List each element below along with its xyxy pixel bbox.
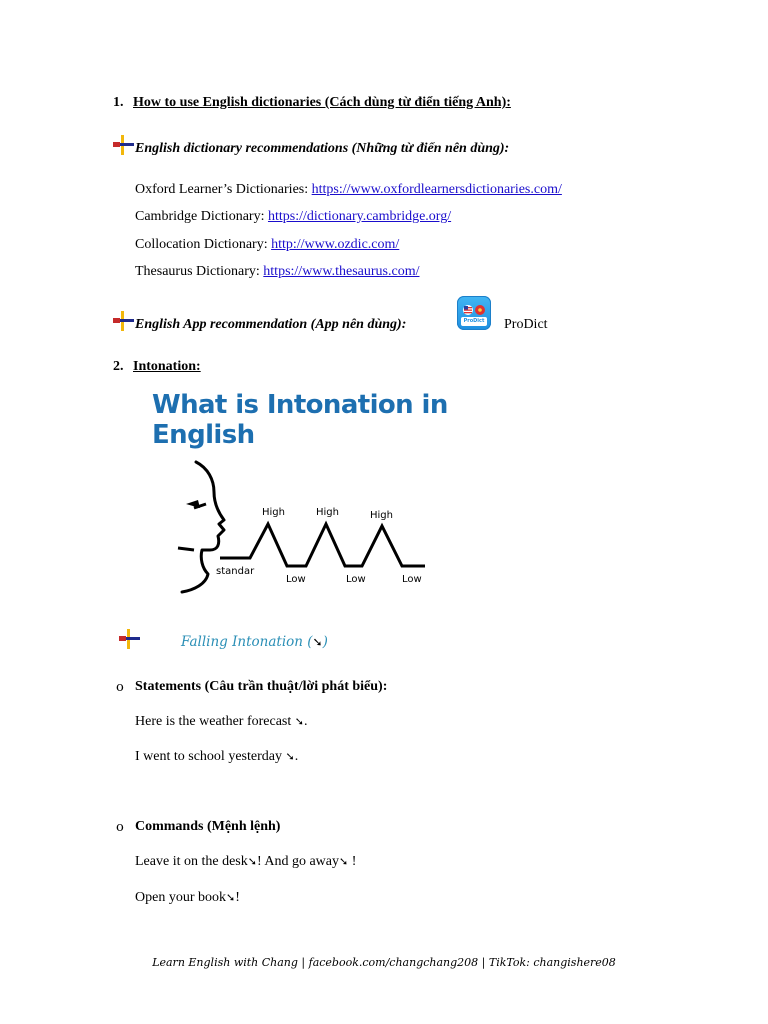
high-label: High (370, 510, 393, 521)
cross-bullet-icon (118, 629, 140, 649)
section-number: 2. (113, 359, 124, 374)
recommend-heading: English dictionary recommendations (Những từ điển nên dùng): (135, 141, 510, 156)
oxford-link[interactable]: https://www.oxfordlearnersdictionaries.com/ (311, 182, 562, 197)
list-item (135, 181, 562, 199)
low-label: Low (286, 574, 306, 585)
low-label: Low (346, 574, 366, 585)
falling-arrow-icon: ➘ (294, 716, 304, 728)
commands-heading: Commands (Mệnh lệnh) (135, 819, 281, 834)
example-end: ! (348, 854, 357, 869)
list-item (135, 263, 419, 281)
falling-arrow-icon: ➘ (247, 856, 257, 868)
falling-arrow-icon: ➘ (312, 635, 323, 649)
high-label: High (316, 507, 339, 518)
figure-title: What is Intonation in English (152, 390, 448, 450)
app-name: ProDict (504, 317, 548, 332)
thesaurus-link[interactable]: https://www.thesaurus.com/ (263, 264, 420, 279)
section-number: 1. (113, 95, 124, 110)
ozdic-link[interactable]: http://www.ozdic.com/ (271, 237, 400, 252)
dictionary-label: Cambridge Dictionary: (135, 209, 268, 224)
list-item (135, 208, 451, 226)
cross-bullet-icon (112, 311, 134, 331)
example-end: ! (235, 890, 240, 905)
falling-arrow-icon: ➘ (226, 892, 236, 904)
falling-heading (181, 634, 328, 650)
falling-arrow-icon: ➘ (285, 751, 295, 763)
intonation-figure (150, 388, 490, 603)
dictionary-label: Thesaurus Dictionary: (135, 264, 264, 279)
app-heading: English App recommendation (App nên dùng): (135, 317, 407, 332)
example-text: ! And go away (256, 854, 340, 869)
example-text: I went to school yesterday (135, 749, 286, 764)
high-label: High (262, 507, 285, 518)
list-item (135, 853, 356, 871)
list-item (135, 236, 399, 254)
section-1-heading (113, 94, 511, 112)
example-text: Leave it on the desk (135, 854, 248, 869)
cross-bullet-icon (112, 135, 134, 155)
dictionary-label: Collocation Dictionary: (135, 237, 272, 252)
list-item (135, 889, 240, 907)
cambridge-link[interactable]: https://dictionary.cambridge.org/ (267, 209, 452, 224)
dictionary-label: Oxford Learner’s Dictionaries: (135, 182, 312, 197)
falling-heading-text: Falling Intonation ( (181, 634, 313, 650)
section-2-heading (113, 358, 201, 376)
falling-heading-end: ) (322, 634, 328, 650)
list-item (135, 713, 307, 731)
page-footer: Learn English with Chang | facebook.com/changchang208 | TikTok: changishere08 (152, 956, 616, 969)
falling-arrow-icon: ➘ (339, 856, 349, 868)
prodict-app-icon[interactable] (457, 296, 491, 330)
example-text: Here is the weather forecast (135, 714, 295, 729)
face-intonation-diagram (150, 388, 490, 603)
example-end: . (294, 749, 299, 764)
section-title: How to use English dictionaries (Cách dùng từ điển tiếng Anh): (133, 95, 511, 110)
example-end: . (303, 714, 308, 729)
list-item (135, 748, 298, 766)
standard-label: standar (216, 566, 255, 577)
statements-heading: Statements (Câu trần thuật/lời phát biểu): (135, 679, 388, 694)
example-text: Open your book (135, 890, 226, 905)
circle-bullet-icon: o (116, 820, 124, 835)
section-title: Intonation: (133, 359, 201, 374)
circle-bullet-icon: o (116, 680, 124, 695)
app-icon-label: ProDict (463, 318, 485, 324)
flags-icon (457, 296, 491, 330)
low-label: Low (402, 574, 422, 585)
